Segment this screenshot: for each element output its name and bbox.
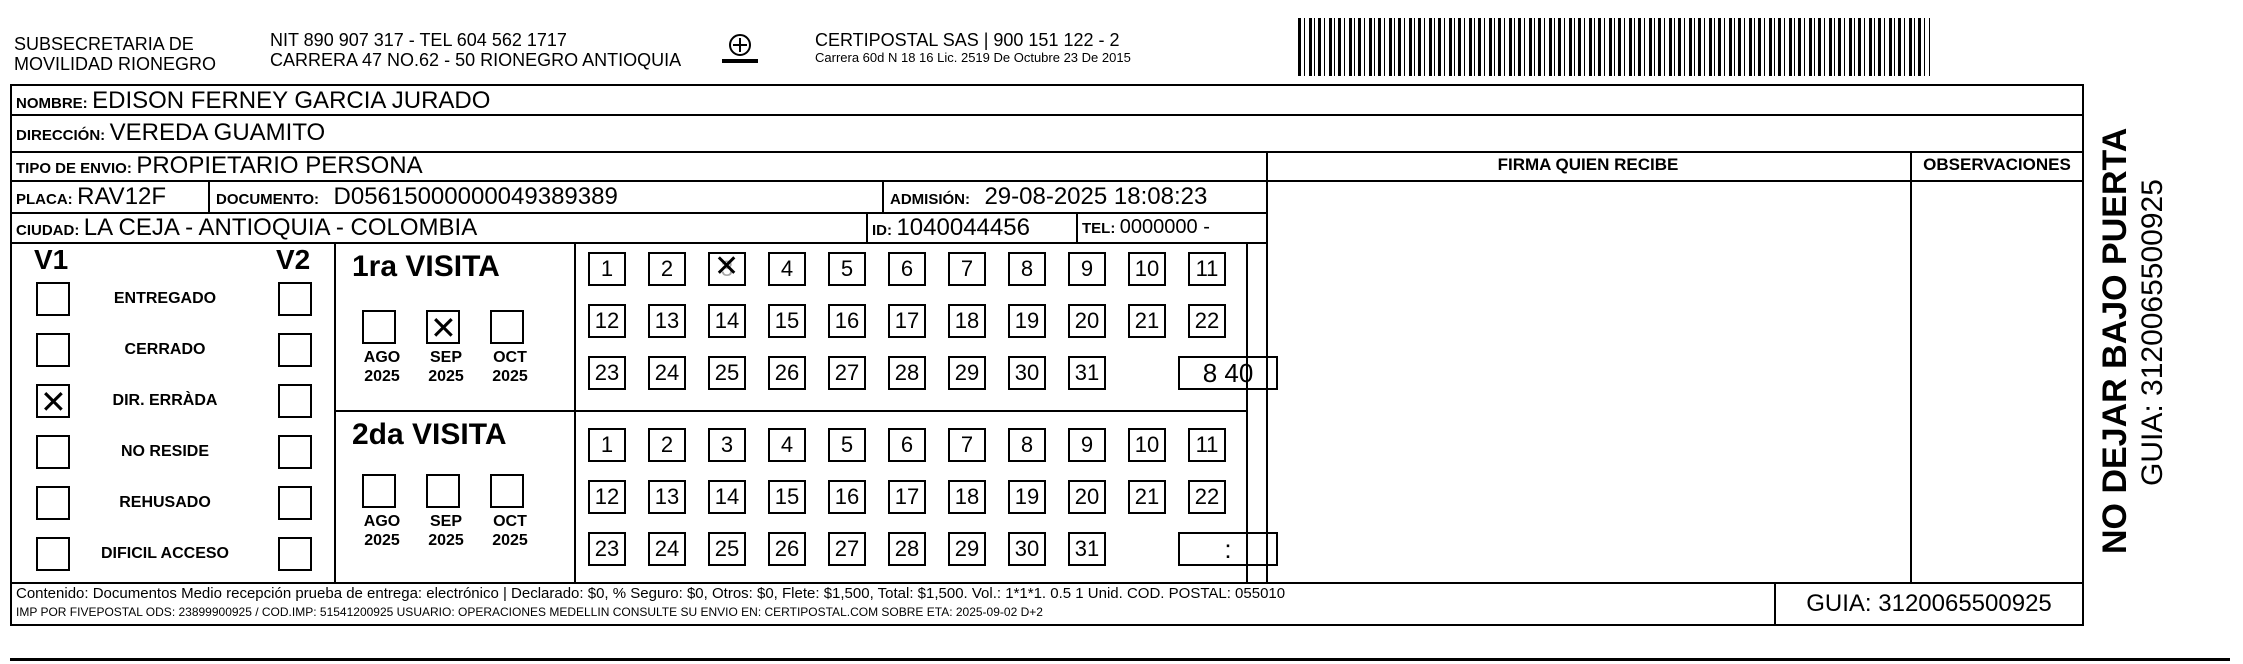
day-box[interactable]: 11 <box>1188 428 1226 462</box>
month-year: 2025 <box>428 368 464 385</box>
admision-field <box>890 183 1207 211</box>
nombre-value: EDISON FERNEY GARCIA JURADO <box>92 87 491 114</box>
nombre-row <box>16 87 490 115</box>
v2-header: V2 <box>276 244 311 275</box>
day-box[interactable]: 27 <box>828 356 866 390</box>
day-box[interactable]: 25 <box>708 532 746 566</box>
admision-label: ADMISIÓN: <box>890 191 970 208</box>
day-box[interactable]: 28 <box>888 532 926 566</box>
no-dejar-warning: NO DEJAR BAJO PUERTA <box>2096 127 2134 554</box>
tel-value: 0000000 - <box>1119 216 1210 238</box>
day-box[interactable]: 21 <box>1128 480 1166 514</box>
placa-label: PLACA: <box>16 191 73 208</box>
tel-label: TEL: <box>1082 220 1116 237</box>
day-box[interactable]: 31 <box>1068 532 1106 566</box>
status-label: CERRADO <box>124 341 206 358</box>
ciudad-label: CIUDAD: <box>16 222 80 239</box>
frame-right <box>2082 84 2084 626</box>
day-box[interactable]: 19 <box>1008 480 1046 514</box>
day-box[interactable]: 10 <box>1128 252 1166 286</box>
day-box[interactable]: 31 <box>1068 356 1106 390</box>
day-box[interactable]: 30 <box>1008 532 1046 566</box>
month-label: SEP <box>429 349 462 366</box>
month-checkbox[interactable] <box>490 474 524 508</box>
time-box[interactable]: 8 40 <box>1178 356 1278 390</box>
v2-checkbox[interactable] <box>278 486 312 520</box>
observaciones-header: OBSERVACIONES <box>1923 155 2071 174</box>
courier-license: Carrera 60d N 18 16 Lic. 2519 De Octubre 23 De 2015 <box>815 50 1131 65</box>
v2-checkbox[interactable] <box>278 384 312 418</box>
placa-field <box>16 183 166 211</box>
day-box[interactable]: 24 <box>648 532 686 566</box>
v1-checkbox[interactable] <box>36 537 70 571</box>
month-year: 2025 <box>428 532 464 549</box>
day-box[interactable]: 1 <box>588 428 626 462</box>
visit-separator <box>336 410 1248 412</box>
v1-checkbox[interactable] <box>36 333 70 367</box>
day-box[interactable]: 12 <box>588 480 626 514</box>
time-box[interactable]: : <box>1178 532 1278 566</box>
day-box[interactable]: 15 <box>768 304 806 338</box>
footer-contents: Contenido: Documentos Medio recepción prueba de entrega: electrónico | Declarado: $0, % Seguro: $0, Otros: $0, Flete: $1,500, Total: $1,500. Vol.: 1*1*1. 0.5 1 Unid. COD. POSTAL: 055010 <box>16 585 1286 602</box>
month-checkbox[interactable] <box>362 310 396 344</box>
month-label: SEP <box>429 513 462 530</box>
id-label: ID: <box>872 222 892 239</box>
side-guia: GUIA: 3120065500925 <box>2136 179 2169 486</box>
day-box[interactable]: 1 <box>588 252 626 286</box>
signature-area[interactable] <box>1268 182 1910 582</box>
direccion-value: VEREDA GUAMITO <box>109 119 326 146</box>
agency-name <box>14 34 216 74</box>
day-box[interactable]: 3 <box>708 428 746 462</box>
status-divider <box>334 242 336 582</box>
v1-header: V1 <box>34 244 69 275</box>
month-year: 2025 <box>492 368 528 385</box>
day-number: 3 <box>720 256 734 281</box>
day-box[interactable]: 9 <box>1068 428 1106 462</box>
day-box[interactable]: 12 <box>588 304 626 338</box>
courier-info <box>815 30 1131 66</box>
visit2-title: 2da VISITA <box>352 418 507 451</box>
day-box[interactable]: 23 <box>588 532 626 566</box>
v1-checkbox[interactable] <box>36 486 70 520</box>
page-bottom-rule <box>10 658 2230 661</box>
barcode <box>1298 18 1930 76</box>
direccion-row <box>16 119 325 147</box>
day-box[interactable]: 22 <box>1188 480 1226 514</box>
day-box[interactable]: 27 <box>828 532 866 566</box>
month-label: AGO <box>363 513 401 530</box>
month-label: OCT <box>493 513 527 530</box>
day-box[interactable]: 24 <box>648 356 686 390</box>
day-box[interactable]: 10 <box>1128 428 1166 462</box>
month-checkbox[interactable] <box>426 310 460 344</box>
month-year: 2025 <box>492 532 528 549</box>
day-box[interactable]: 2 <box>648 252 686 286</box>
observations-area[interactable] <box>1912 182 2082 582</box>
ciudad-value: LA CEJA - ANTIOQUIA - COLOMBIA <box>83 214 478 241</box>
ciudad-field <box>16 214 477 242</box>
day-box[interactable] <box>708 252 746 286</box>
footer-imp: IMP POR FIVEPOSTAL ODS: 23899900925 / COD.IMP: 51541200925 USUARIO: OPERACIONES MEDELLIN CONSULTE SU ENVIO EN: CERTIPOSTAL.COM SOBRE ETA: 2025-09-02 D+2 <box>16 605 1043 619</box>
id-divider <box>866 212 868 242</box>
v2-checkbox[interactable] <box>278 282 312 316</box>
day-box[interactable]: 25 <box>708 356 746 390</box>
status-label: DIFICIL ACCESO <box>100 545 229 562</box>
day-box[interactable]: 6 <box>888 428 926 462</box>
month-label: AGO <box>363 349 401 366</box>
day-box[interactable]: 9 <box>1068 252 1106 286</box>
tel-divider <box>1076 212 1078 242</box>
day-box[interactable]: 6 <box>888 252 926 286</box>
visit-right-edge <box>1246 242 1248 582</box>
row-line-5 <box>10 242 1266 244</box>
day-box[interactable]: 30 <box>1008 356 1046 390</box>
day-box[interactable]: 19 <box>1008 304 1046 338</box>
day-box[interactable]: 4 <box>768 252 806 286</box>
status-label: REHUSADO <box>119 494 211 511</box>
tipo-row <box>16 152 423 180</box>
v2-checkbox[interactable] <box>278 333 312 367</box>
row-line-3 <box>10 180 1266 182</box>
day-box[interactable]: 8 <box>1008 252 1046 286</box>
day-box[interactable]: 20 <box>1068 304 1106 338</box>
month-checkbox[interactable] <box>362 474 396 508</box>
day-box[interactable]: 2 <box>648 428 686 462</box>
day-box[interactable]: 29 <box>948 356 986 390</box>
day-box[interactable]: 16 <box>828 480 866 514</box>
month-label: OCT <box>493 349 527 366</box>
day-box[interactable]: 14 <box>708 480 746 514</box>
tel-field <box>1082 216 1210 239</box>
admision-value: 29-08-2025 18:08:23 <box>984 183 1208 210</box>
day-box[interactable]: 8 <box>1008 428 1046 462</box>
id-value: 1040044456 <box>896 214 1030 241</box>
documento-field <box>216 183 618 211</box>
frame-bottom <box>10 624 2082 626</box>
day-box[interactable]: 23 <box>588 356 626 390</box>
day-box[interactable]: 26 <box>768 356 806 390</box>
tipo-value: PROPIETARIO PERSONA <box>136 152 423 179</box>
day-box[interactable]: 4 <box>768 428 806 462</box>
placa-value: RAV12F <box>77 183 167 210</box>
placa-divider <box>208 180 210 212</box>
day-box[interactable]: 22 <box>1188 304 1226 338</box>
status-label: NO RESIDE <box>120 443 209 460</box>
v2-checkbox[interactable] <box>278 435 312 469</box>
nombre-label: NOMBRE: <box>16 95 88 112</box>
firma-header: FIRMA QUIEN RECIBE <box>1497 155 1679 174</box>
month-year: 2025 <box>364 532 400 549</box>
agency-line-2: MOVILIDAD RIONEGRO <box>14 54 217 74</box>
day-box[interactable]: 14 <box>708 304 746 338</box>
month-checkbox[interactable] <box>426 474 460 508</box>
id-field <box>872 214 1030 242</box>
day-box[interactable]: 5 <box>828 252 866 286</box>
agency-contact <box>270 30 681 70</box>
frame-top <box>10 84 2082 86</box>
day-box[interactable]: 21 <box>1128 304 1166 338</box>
day-box[interactable]: 26 <box>768 532 806 566</box>
address-line: CARRERA 47 NO.62 - 50 RIONEGRO ANTIOQUIA <box>270 50 682 70</box>
nit-line: NIT 890 907 317 - TEL 604 562 1717 <box>270 30 567 50</box>
day-box[interactable]: 15 <box>768 480 806 514</box>
v1-checkbox[interactable] <box>36 435 70 469</box>
v2-checkbox[interactable] <box>278 537 312 571</box>
day-box[interactable]: 18 <box>948 304 986 338</box>
day-box[interactable]: 13 <box>648 480 686 514</box>
day-box[interactable]: 17 <box>888 480 926 514</box>
visit-divider <box>574 242 576 582</box>
tipo-label: TIPO DE ENVIO: <box>16 160 132 177</box>
day-box[interactable]: 7 <box>948 252 986 286</box>
month-year: 2025 <box>364 368 400 385</box>
day-box[interactable]: 29 <box>948 532 986 566</box>
day-box[interactable]: 17 <box>888 304 926 338</box>
day-box[interactable]: 18 <box>948 480 986 514</box>
day-box[interactable]: 20 <box>1068 480 1106 514</box>
day-box[interactable]: 7 <box>948 428 986 462</box>
v1-checkbox[interactable] <box>36 384 70 418</box>
day-box[interactable]: 11 <box>1188 252 1226 286</box>
documento-value: D05615000000049389389 <box>333 183 618 210</box>
day-box[interactable]: 28 <box>888 356 926 390</box>
month-checkbox[interactable] <box>490 310 524 344</box>
direccion-label: DIRECCIÓN: <box>16 127 106 144</box>
footer-line <box>10 582 2082 584</box>
v1-checkbox[interactable] <box>36 282 70 316</box>
footer-guia: GUIA: 3120065500925 <box>1806 590 2052 617</box>
certipostal-logo-icon <box>720 32 760 68</box>
admision-divider <box>882 180 884 212</box>
status-label: ENTREGADO <box>113 290 217 307</box>
day-box[interactable]: 13 <box>648 304 686 338</box>
day-box[interactable]: 16 <box>828 304 866 338</box>
day-box[interactable]: 5 <box>828 428 866 462</box>
courier-name: CERTIPOSTAL SAS | 900 151 122 - 2 <box>815 30 1120 50</box>
documento-label: DOCUMENTO: <box>216 191 320 208</box>
agency-line-1: SUBSECRETARIA DE <box>14 34 194 54</box>
frame-left <box>10 84 12 626</box>
status-label: DIR. ERRÀDA <box>112 392 218 409</box>
visit1-title: 1ra VISITA <box>352 250 500 283</box>
